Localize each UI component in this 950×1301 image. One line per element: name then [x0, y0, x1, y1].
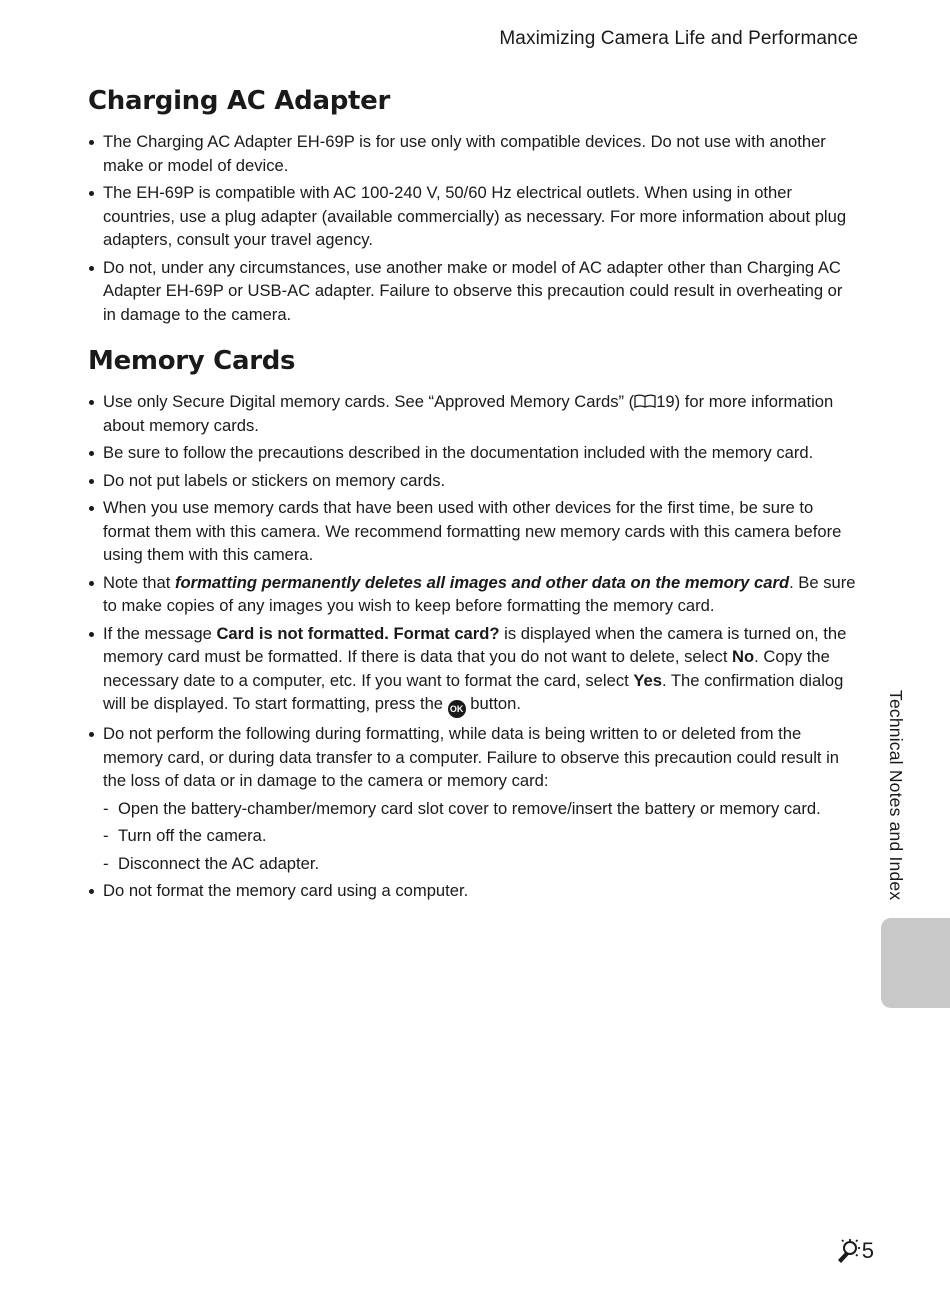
- list-item: Do not, under any circumstances, use another make or model of AC adapter other than Charging AC Adapter EH-69P or USB-AC adapter. Failure to observe this precaution could result in overheating or in damage to the camera.: [88, 256, 858, 327]
- list-item-text: button.: [465, 694, 521, 713]
- running-header: Maximizing Camera Life and Performance: [499, 28, 858, 49]
- list-item: Be sure to follow the precautions described in the documentation included with the memory card.: [88, 441, 858, 465]
- ok-button-icon: OK: [448, 700, 466, 718]
- list-item: Do not format the memory card using a computer.: [88, 879, 858, 903]
- list-item: When you use memory cards that have been used with other devices for the first time, be sure to format them with this camera. We recommend formatting new memory cards with this camera before using them with this camera.: [88, 496, 858, 567]
- section-heading-charging-ac-adapter: Charging AC Adapter: [88, 86, 390, 116]
- memory-cards-list: [88, 390, 858, 903]
- option-yes: Yes: [633, 670, 662, 690]
- side-tab-label: Technical Notes and Index: [886, 690, 906, 901]
- option-no: No: [732, 647, 755, 666]
- list-item: [88, 390, 858, 437]
- list-item-text: is displayed when the camera is turned on, the memory card must be formatted. If there is data that you do not want to delete, select: [103, 623, 847, 666]
- list-item-text: . Copy the necessary date to a computer, etc. If you want to format the card, select: [103, 647, 830, 690]
- list-item-text: . Be sure to make copies of any images you wish to keep before formatting the memory card.: [103, 572, 856, 615]
- list-item: The Charging AC Adapter EH-69P is for use only with compatible devices. Do not use with another make or model of device.: [88, 130, 858, 177]
- page-reference-link[interactable]: 19: [656, 392, 675, 411]
- list-item-text: Note that: [103, 572, 175, 592]
- emphasis-warning: formatting permanently deletes all images and other data on the memory card: [174, 572, 790, 592]
- list-item: [88, 571, 858, 618]
- list-item: Do not put labels or stickers on memory cards.: [88, 469, 858, 493]
- list-item-text: Use only Secure Digital memory cards. See “Approved Memory Cards” (: [103, 392, 635, 411]
- page-number-text: 5: [861, 1238, 874, 1263]
- list-item-text: If the message: [103, 623, 217, 643]
- page-number: [835, 1238, 874, 1264]
- list-item-text: . The confirmation dialog will be displayed. To start formatting, press the: [103, 670, 844, 713]
- sub-list-item: - Open the battery-chamber/memory card slot cover to remove/insert the battery or memory card.: [103, 797, 858, 821]
- section-heading-memory-cards: Memory Cards: [88, 346, 296, 376]
- list-item-text: ) for more information about memory cards.: [103, 392, 834, 435]
- sub-list-item: - Disconnect the AC adapter.: [103, 852, 858, 876]
- formatting-precautions-sublist: [103, 797, 858, 876]
- charging-ac-adapter-list: [88, 130, 858, 326]
- sub-list-item: - Turn off the camera.: [103, 824, 858, 848]
- technical-notes-icon: [835, 1238, 861, 1264]
- book-icon: [634, 391, 656, 405]
- list-item: [88, 622, 858, 719]
- list-item: [88, 722, 858, 875]
- main-content: [88, 86, 858, 907]
- list-item: The EH-69P is compatible with AC 100-240 V, 50/60 Hz electrical outlets. When using in other countries, use a plug adapter (available commercially) as necessary. For more information about plug adapters, consult your travel agency.: [88, 181, 858, 252]
- message-text: Card is not formatted. Format card?: [216, 623, 500, 643]
- section-tab[interactable]: [881, 918, 950, 1008]
- list-item-text: Do not perform the following during formatting, while data is being written to or deleted from the memory card, or during data transfer to a computer. Failure to observe this precaution could result in the loss of data or in damage to the camera or memory card:: [103, 724, 840, 790]
